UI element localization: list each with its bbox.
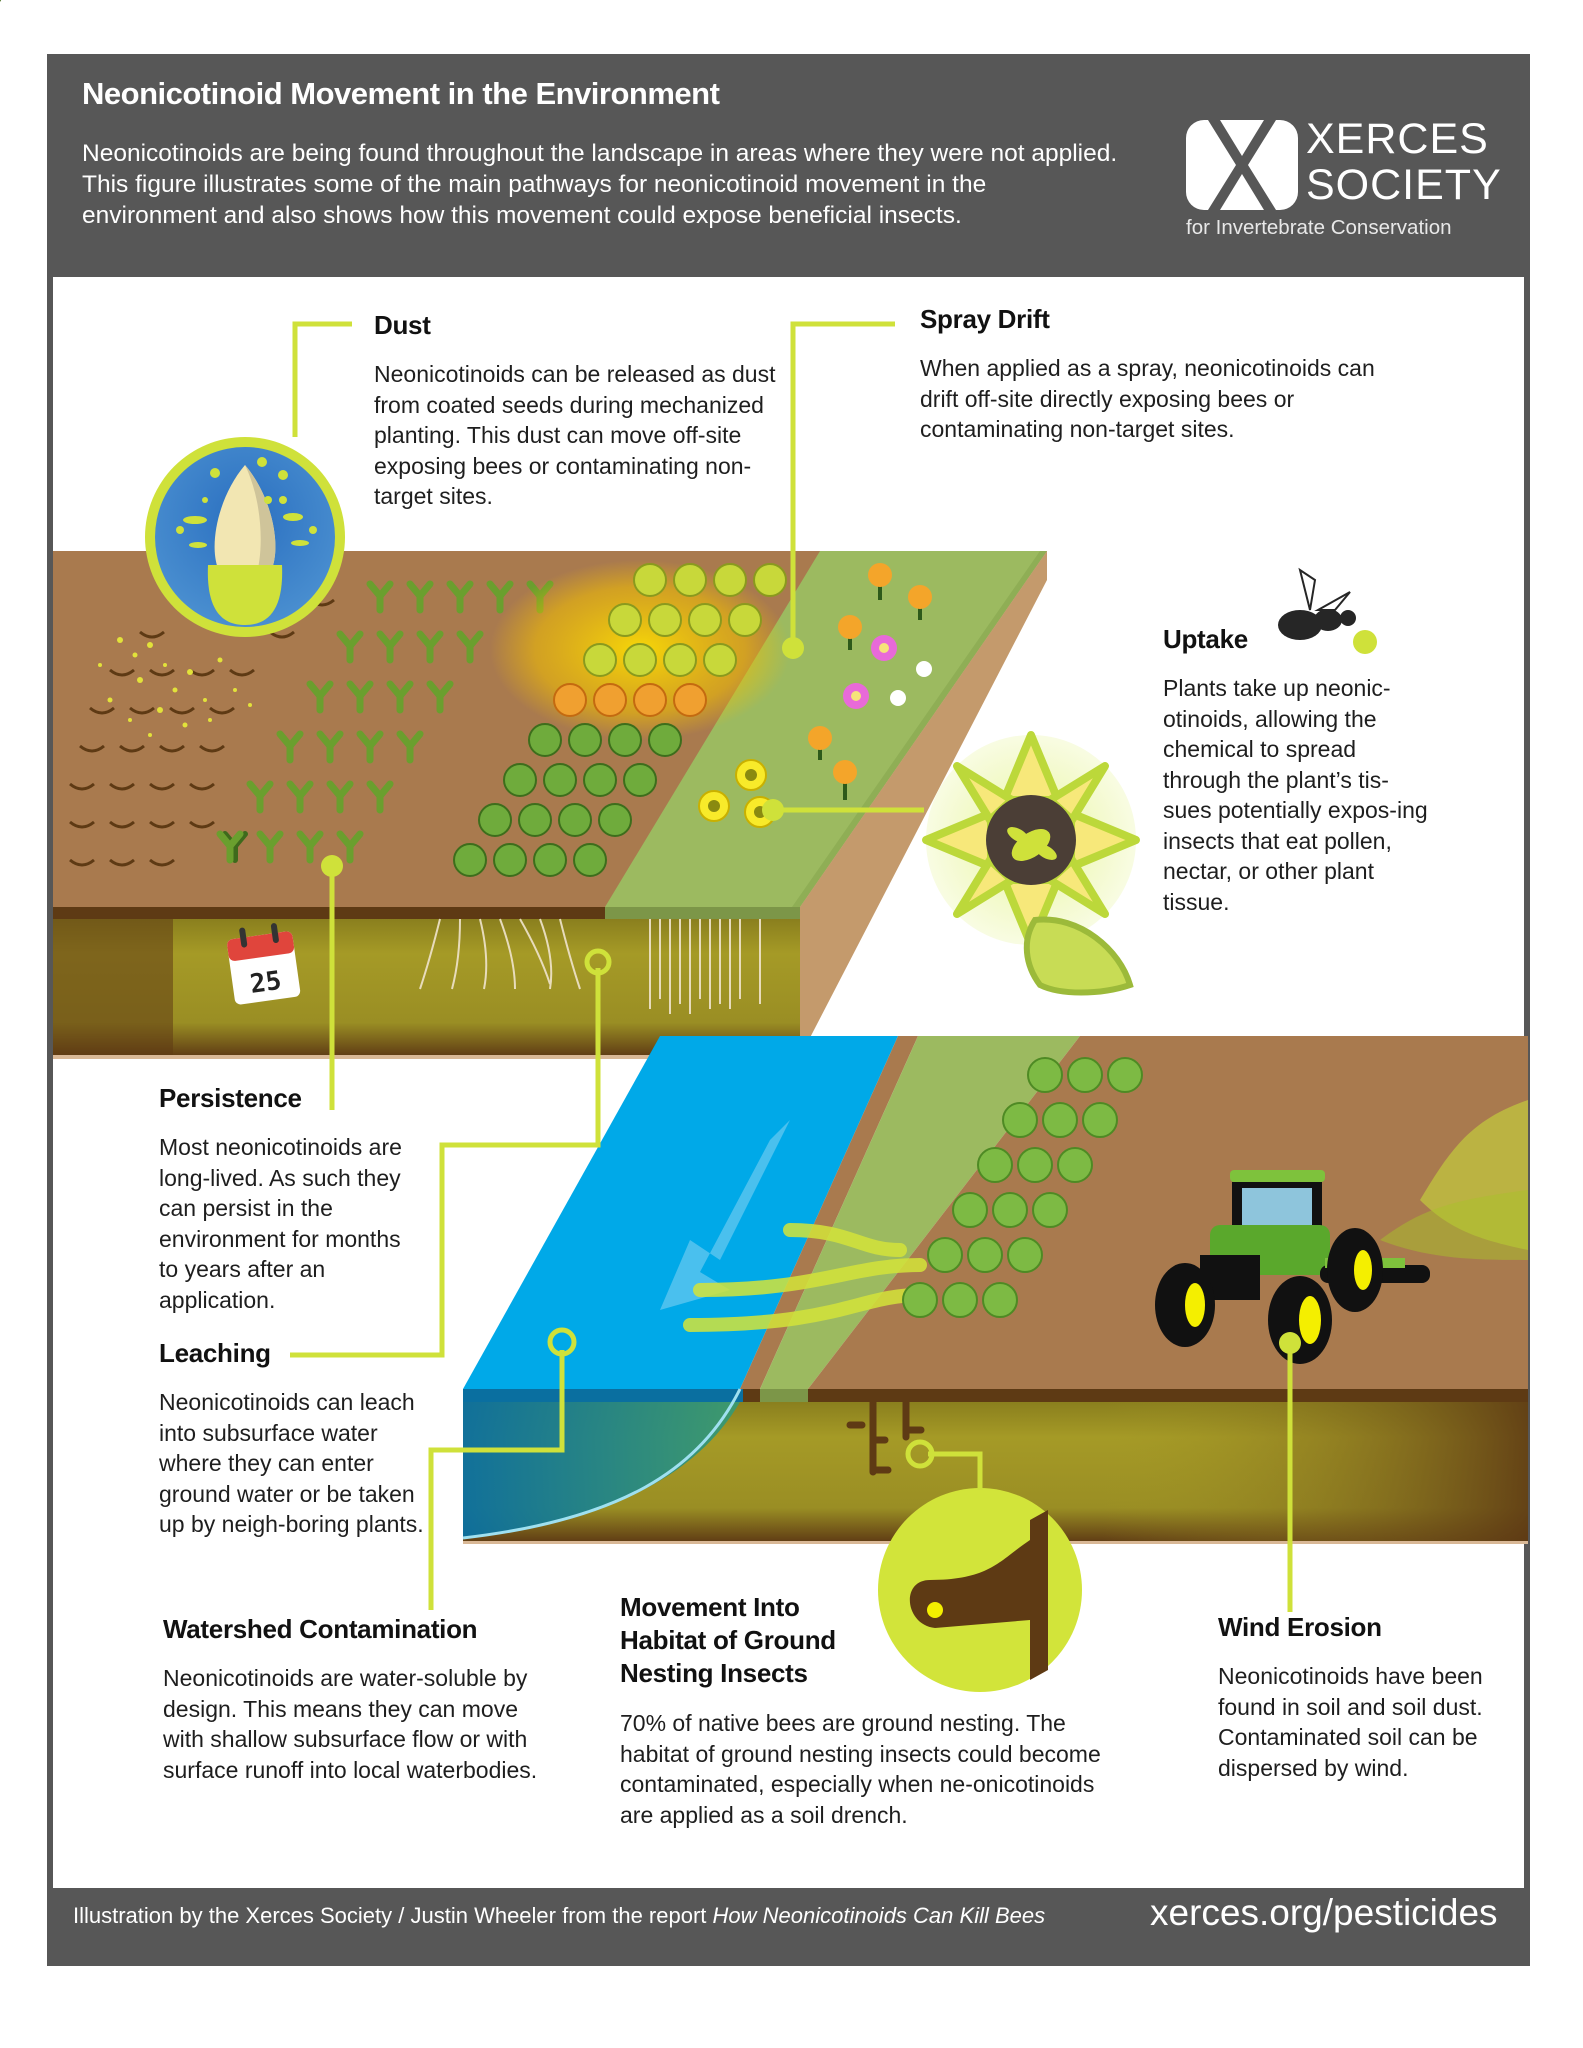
section-text: 70% of native bees are ground nesting. The habitat of ground nesting insects could become contaminated, especially when ne-onicotinoids are applied as a soil drench. [620,1710,1101,1828]
section-persistence [159,1083,419,1315]
logo-line-2: SOCIETY [1306,161,1502,209]
section-text: Neonicotinoids have been found in soil and soil dust. Contaminated soil can be dispersed by wind. [1218,1663,1483,1781]
section-title: Persistence [159,1083,302,1113]
section-title: Uptake [1163,624,1248,654]
section-watershed-contamination [163,1614,543,1785]
section-title: Wind Erosion [1218,1612,1382,1642]
section-title: Spray Drift [920,304,1050,334]
section-title: Dust [374,310,431,340]
section-text: Most neonicotinoids are long-lived. As such they can persist in the environment for months to years after an application. [159,1134,402,1313]
section-text: When applied as a spray, neonicotinoids can drift off-site directly exposing bees or contaminating non-target sites. [920,355,1375,442]
logo-tagline: for Invertebrate Conservation [1186,216,1452,239]
section-uptake [1163,624,1433,917]
section-text: Neonicotinoids are water-soluble by design. This means they can move with shallow subsurface flow or with surface runoff into local waterbodies. [163,1665,538,1783]
page-title: Neonicotinoid Movement in the Environment [82,76,720,111]
credit-text: Illustration by the Xerces Society / Justin Wheeler from the report [73,1903,713,1928]
svg-text:25: 25 [248,965,284,1000]
section-wind-erosion [1218,1612,1508,1783]
section-title: Movement Into Habitat of Ground Nesting Insects [620,1592,836,1688]
footer-credit [73,1903,1045,1929]
footer-url-link[interactable]: xerces.org/pesticides [1150,1892,1498,1933]
header-description: Neonicotinoids are being found throughout the landscape in areas where they were not applied. This figure illustrates some of the main pathways for neonicotinoid movement in the environment and also shows how this movement could expose beneficial insects. [82,140,1118,229]
logo-line-1: XERCES [1306,115,1489,163]
section-ground-nesting [620,1591,1120,1830]
section-title: Leaching [159,1338,271,1368]
section-leaching [159,1338,429,1540]
report-title: How Neonicotinoids Can Kill Bees [712,1903,1046,1928]
section-dust [374,310,784,512]
section-text: Plants take up neonic-otinoids, allowing the chemical to spread through the plant’s tis-sues potentially expos-ing insects that eat pollen, nectar, or other plant tissue. [1163,675,1428,915]
section-text: Neonicotinoids can be released as dust from coated seeds during mechanized planting. This dust can move off-site exposing bees or contaminating non-target sites. [374,361,776,509]
section-title: Watershed Contamination [163,1614,478,1644]
section-text: Neonicotinoids can leach into subsurface water where they can enter ground water or be taken up by neigh-boring plants. [159,1389,424,1537]
section-spray-drift [920,304,1390,445]
